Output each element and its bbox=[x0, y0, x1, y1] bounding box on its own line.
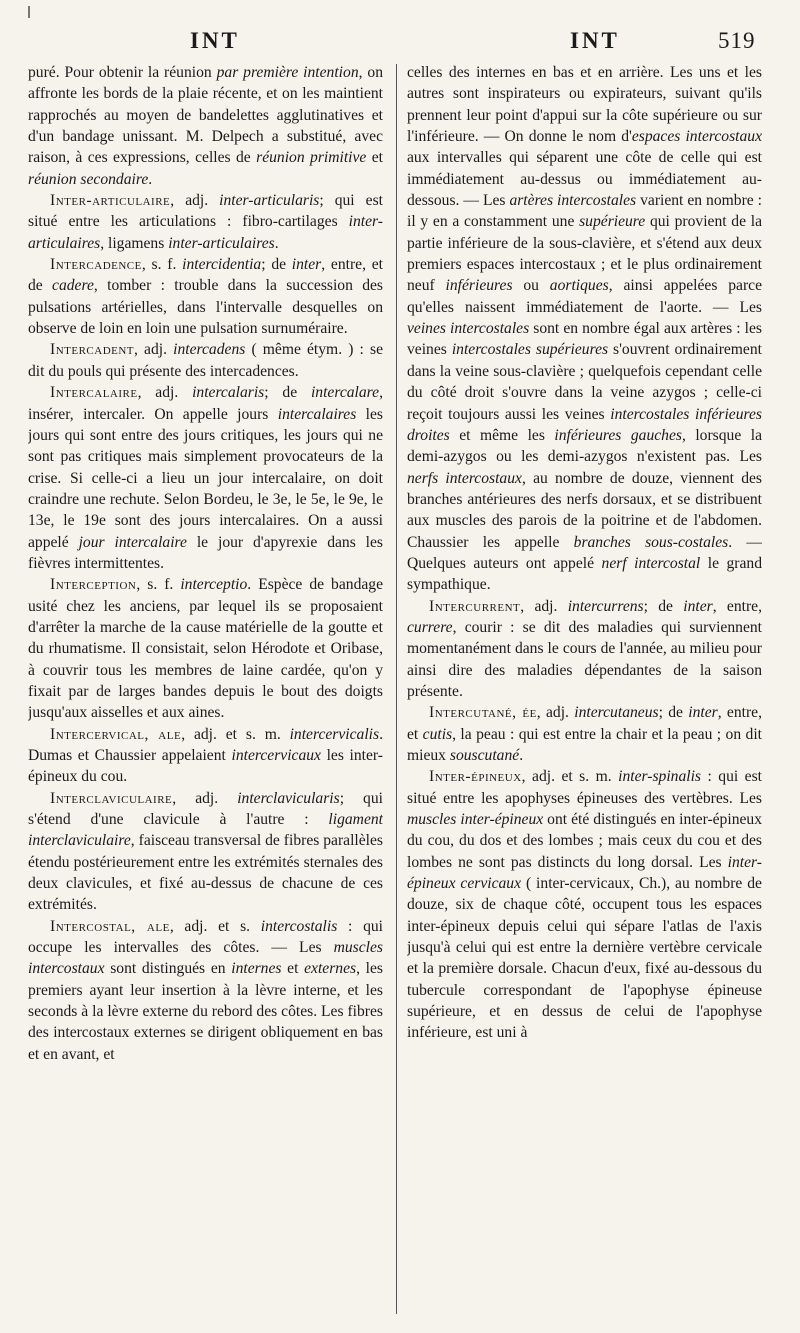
entry-text: . Dumas et Chaussier appelaient bbox=[28, 725, 383, 764]
entry-text: ; qui est situé entre les articulations : fibro-cartilages bbox=[28, 192, 383, 231]
entry-intercadent bbox=[28, 339, 383, 382]
italic-term: intercalaires bbox=[277, 405, 357, 423]
italic-term: jour intercalaire bbox=[78, 533, 187, 551]
entry-text: , s. f. bbox=[141, 256, 183, 274]
italic-term: intercervicaux bbox=[231, 747, 321, 764]
entry-text: , adj. bbox=[536, 704, 575, 722]
entry-text: le jour d'apyrexie dans les fièvres intermittentes. bbox=[28, 533, 383, 572]
headword: Inter-articulaire bbox=[50, 192, 171, 210]
headword: Intercadent bbox=[50, 341, 135, 359]
entry-text: sont en nombre égal aux artères : les veines bbox=[407, 320, 762, 359]
italic-term: interclavicularis bbox=[237, 789, 340, 807]
italic-term: inter-articularis bbox=[219, 192, 320, 210]
italic-term: intercalare bbox=[310, 384, 380, 402]
italic-term: espaces intercostaux bbox=[631, 128, 762, 146]
entry-text: les jours qui sont entre des jours critiques, les jours qui ne sont pas critiques mais simplement provocateurs de la crise. Si celle-ci a lieu un jour intercalaire, on doit craindre une rechute. Selon Bordeu, le 3e, le 5e, le 9e, le 13e, le 19e sont des jours intercalaires. On a aussi appelé bbox=[28, 405, 383, 551]
italic-term: supérieure bbox=[579, 213, 646, 231]
entry-text: puré. Pour obtenir la réunion bbox=[28, 64, 217, 81]
entry-text: , entre, bbox=[712, 597, 762, 615]
entry-text: , adj. bbox=[137, 384, 193, 402]
entry-text: et bbox=[281, 960, 305, 978]
headword: Intercalaire bbox=[50, 384, 138, 402]
entry-intercurrent bbox=[407, 596, 762, 703]
entry-text: les inter-épineux du cou. bbox=[28, 747, 383, 786]
italic-term: internes bbox=[231, 960, 282, 978]
entry-intercutane bbox=[407, 702, 762, 766]
italic-term: aortiques bbox=[549, 277, 609, 295]
entry-text: le grand sympathique. bbox=[407, 554, 762, 594]
entry-text: , s. f. bbox=[136, 576, 181, 594]
italic-term: inter-articulaires bbox=[28, 213, 383, 252]
italic-term: inter-spinalis bbox=[618, 768, 701, 786]
entry-text: , adj. bbox=[170, 192, 220, 210]
entry-text: aux intervalles qui séparent une côte de celle qui est immédiatement au-dessus ou immédiatement au-dessous. — Les bbox=[407, 149, 762, 210]
entry-text: , courir : se dit des maladies qui surviennent momentanément dans le cours de l'année, au milieu pour ainsi dire des maladies dépendantes de la saison présente. bbox=[407, 618, 762, 700]
italic-term: muscles intercostaux bbox=[28, 939, 383, 978]
italic-term: intercalaris bbox=[192, 384, 265, 402]
running-head-right: INT bbox=[570, 28, 620, 53]
entry-text: , tomber : trouble dans la succession des pulsations artérielles, dans l'intervalle desquelles on observe de loin en loin une pulsation surnuméraire. bbox=[28, 277, 383, 338]
entry-text: , entre, et de bbox=[28, 256, 383, 295]
entry-text: : qui occupe les intervalles des côtes. — Les bbox=[28, 917, 383, 957]
italic-term: artères intercostales bbox=[509, 192, 637, 210]
italic-term: intercervicalis bbox=[289, 725, 380, 743]
entry-intercalaire bbox=[28, 382, 383, 574]
entry-inter-epineux bbox=[407, 766, 762, 1043]
italic-term: cadere bbox=[52, 277, 94, 295]
italic-term: inter-épineux cervicaux bbox=[407, 853, 762, 893]
entry-text: et bbox=[366, 149, 383, 167]
entry-text: ; de bbox=[658, 704, 689, 722]
left-column bbox=[28, 62, 383, 1317]
italic-term: par première intention bbox=[216, 64, 359, 81]
italic-term: intercostales inférieures droites bbox=[407, 405, 762, 444]
entry-text: , entre, et bbox=[407, 704, 762, 743]
italic-term: branches sous-costales bbox=[573, 533, 729, 551]
entry-text: , adj. et s. bbox=[169, 917, 261, 935]
italic-term: currere bbox=[407, 618, 453, 636]
entry-interclaviculaire bbox=[28, 788, 383, 916]
italic-term: interceptio bbox=[180, 576, 248, 594]
entry-text: celles des internes en bas et en arrière. Les uns et les autres sont inspirateurs ou expirateurs, suivant qu'ils prennent leur point d'appui sur la côte supérieure ou sur l'inférieure. — On donne le nom d' bbox=[407, 64, 762, 146]
entry-text: , ainsi appelées parce qu'elles naissent immédiatement de l'aorte. — Les bbox=[407, 277, 762, 316]
entry-text: ont été distingués en inter-épineux du cou, du dos et des lombes ; mais ceux du cou et des lombes ne sont pas distincts du long dorsal. Les bbox=[407, 811, 762, 871]
italic-term: réunion secondaire bbox=[28, 170, 149, 188]
headword: Intercervical, ale bbox=[50, 725, 182, 743]
entry-text: ; qui s'étend d'une clavicule à l'autre : bbox=[28, 789, 383, 829]
italic-term: ligament interclaviculaire bbox=[28, 811, 383, 850]
entry-text: , au nombre de douze, viennent des branches antérieures des nerfs dorsaux, et se distribuent aux muscles des parois de la poitrine et de l'abdomen. Chaussier les appelle bbox=[407, 469, 762, 551]
entry-intercadence bbox=[28, 254, 383, 339]
entry-inter-articulaire bbox=[28, 190, 383, 254]
entry-text: , faisceau transversal de fibres parallèles étendu postérieurement entre les extrémités sternales des deux clavicules, et fixé au-dessus de chacune de ces extrémités. bbox=[28, 832, 383, 914]
entry-text: sont distingués en bbox=[104, 960, 232, 978]
headword: Intercurrent bbox=[429, 597, 521, 615]
italic-term: intercutaneus bbox=[574, 704, 659, 722]
italic-term: inter bbox=[683, 597, 713, 615]
entry-text: ou bbox=[512, 277, 550, 295]
italic-term: inter-articulaires bbox=[168, 234, 275, 252]
italic-term: intercostales supérieures bbox=[451, 341, 609, 359]
entry-intercostal bbox=[28, 916, 383, 1065]
page-number: 519 bbox=[718, 28, 756, 53]
entry-text: . bbox=[519, 747, 524, 764]
italic-term: intercadens bbox=[173, 341, 246, 359]
running-head-left: INT bbox=[190, 28, 240, 53]
italic-term: muscles inter-épineux bbox=[407, 811, 544, 829]
italic-term: réunion primitive bbox=[256, 149, 367, 167]
entry-text: , adj. et s. m. bbox=[181, 725, 290, 743]
entry-cont-intention bbox=[28, 62, 383, 190]
entry-text: . bbox=[274, 234, 279, 252]
italic-term: externes bbox=[304, 960, 357, 978]
entry-text: , adj. et s. m. bbox=[521, 768, 619, 786]
headword: Inter-épineux bbox=[429, 768, 522, 786]
entry-text: ; de bbox=[264, 384, 311, 402]
italic-term: inférieures gauches bbox=[554, 426, 682, 444]
italic-term: inter bbox=[688, 704, 718, 722]
entry-text: , la peau : qui est entre la chair et la peau ; on dit mieux bbox=[407, 725, 762, 764]
entry-text: ; de bbox=[261, 256, 292, 274]
entry-text: : qui est situé entre les apophyses épineuses des vertèbres. Les bbox=[407, 768, 762, 807]
entry-text: et même les bbox=[449, 426, 555, 444]
italic-term: cutis bbox=[422, 725, 453, 743]
italic-term: veines intercostales bbox=[407, 320, 530, 338]
entry-text: , ligamens bbox=[100, 234, 169, 252]
italic-term: intercurrens bbox=[567, 597, 644, 615]
headword: Interception bbox=[50, 576, 137, 594]
italic-term: inférieures bbox=[445, 277, 513, 295]
italic-term: intercidentia bbox=[182, 256, 262, 274]
entry-text: . Espèce de bandage usité chez les anciens, par lequel ils se proposaient d'arrêter la marche de la cause matérielle de la goutte et du rhumatisme. Il consistait, selon Hérodote et Oribase, à couvrir tous les membres de laine cardée, qu'on y fixait par de larges bandes depuis le bout des doigts jusqu'aux aisselles et aux aines. bbox=[28, 576, 383, 722]
headword: Intercostal, ale bbox=[50, 917, 170, 935]
italic-term: nerfs intercostaux bbox=[407, 469, 522, 487]
entry-text: . — Quelques auteurs ont appelé bbox=[407, 533, 762, 572]
entry-text: , adj. bbox=[520, 597, 568, 615]
italic-term: souscutané bbox=[449, 747, 520, 764]
entry-text: ( inter-cervicaux, Ch.), au nombre de douze, six de chaque côté, occupent tous les espaces inter-épineux depuis celui qui sépare l'atlas de l'axis jusqu'à celui qui est entre la dernière vertèbre cervicale et la première dorsale. Chacun d'eux, fixé au-dessous du tubercule correspondant de l'apophyse épineuse supérieure, et en dessus de celui de l'apophyse inférieure, est uni à bbox=[407, 875, 762, 1042]
entry-text: qui provient de la partie inférieure de la sous-clavière, et s'étend aux deux premiers espaces intercostaux ; et le plus ordinairement neuf bbox=[407, 213, 762, 295]
entry-interception bbox=[28, 574, 383, 723]
entry-text: , lorsque la demi-azygos ou les demi-azygos n'existent pas. Les bbox=[407, 426, 762, 466]
italic-term: inter bbox=[291, 256, 322, 274]
entry-text: ( même étym. ) : se dit du pouls qui présente des intercadences. bbox=[28, 341, 383, 380]
entry-text: . bbox=[148, 170, 153, 188]
headword: Interclaviculaire bbox=[50, 789, 173, 807]
headword: Intercadence bbox=[50, 256, 142, 274]
entry-intercervical bbox=[28, 724, 383, 788]
right-column bbox=[407, 62, 762, 1317]
italic-term: intercostalis bbox=[260, 917, 338, 935]
entry-text: , on affronte les bords de la plaie récente, et on les maintient rapprochés au moyen de bandelettes agglutinatives et d'un bandage unissant. M. Delpech a substitué, avec raison, à ces expressions, celles de bbox=[28, 64, 383, 167]
column-rule bbox=[396, 64, 397, 1314]
entry-text: , les premiers ayant leur insertion à la lèvre interne, et les seconds à la lèvre externe du rebord des côtes. Les fibres des intercostaux externes se dirigent obliquement en bas et en avant, et bbox=[28, 960, 383, 1063]
entry-text: , insérer, intercaler. On appelle jours bbox=[28, 384, 383, 423]
italic-term: nerf intercostal bbox=[601, 554, 701, 572]
margin-mark bbox=[28, 6, 30, 18]
headword: Intercutané, ée bbox=[429, 704, 537, 722]
entry-text: ; de bbox=[643, 597, 684, 615]
entry-intercostal-cont bbox=[407, 62, 762, 596]
entry-text: s'ouvrent ordinairement dans la veine sous-clavière ; quelquefois cependant celle du côté droit s'ouvre dans la veine azygos ; celle-ci reçoit toujours aussi les veines bbox=[407, 341, 762, 423]
entry-text: , adj. bbox=[172, 789, 238, 807]
entry-text: varient en nombre : il y en a constamment une bbox=[407, 192, 762, 231]
entry-text: , adj. bbox=[134, 341, 174, 359]
